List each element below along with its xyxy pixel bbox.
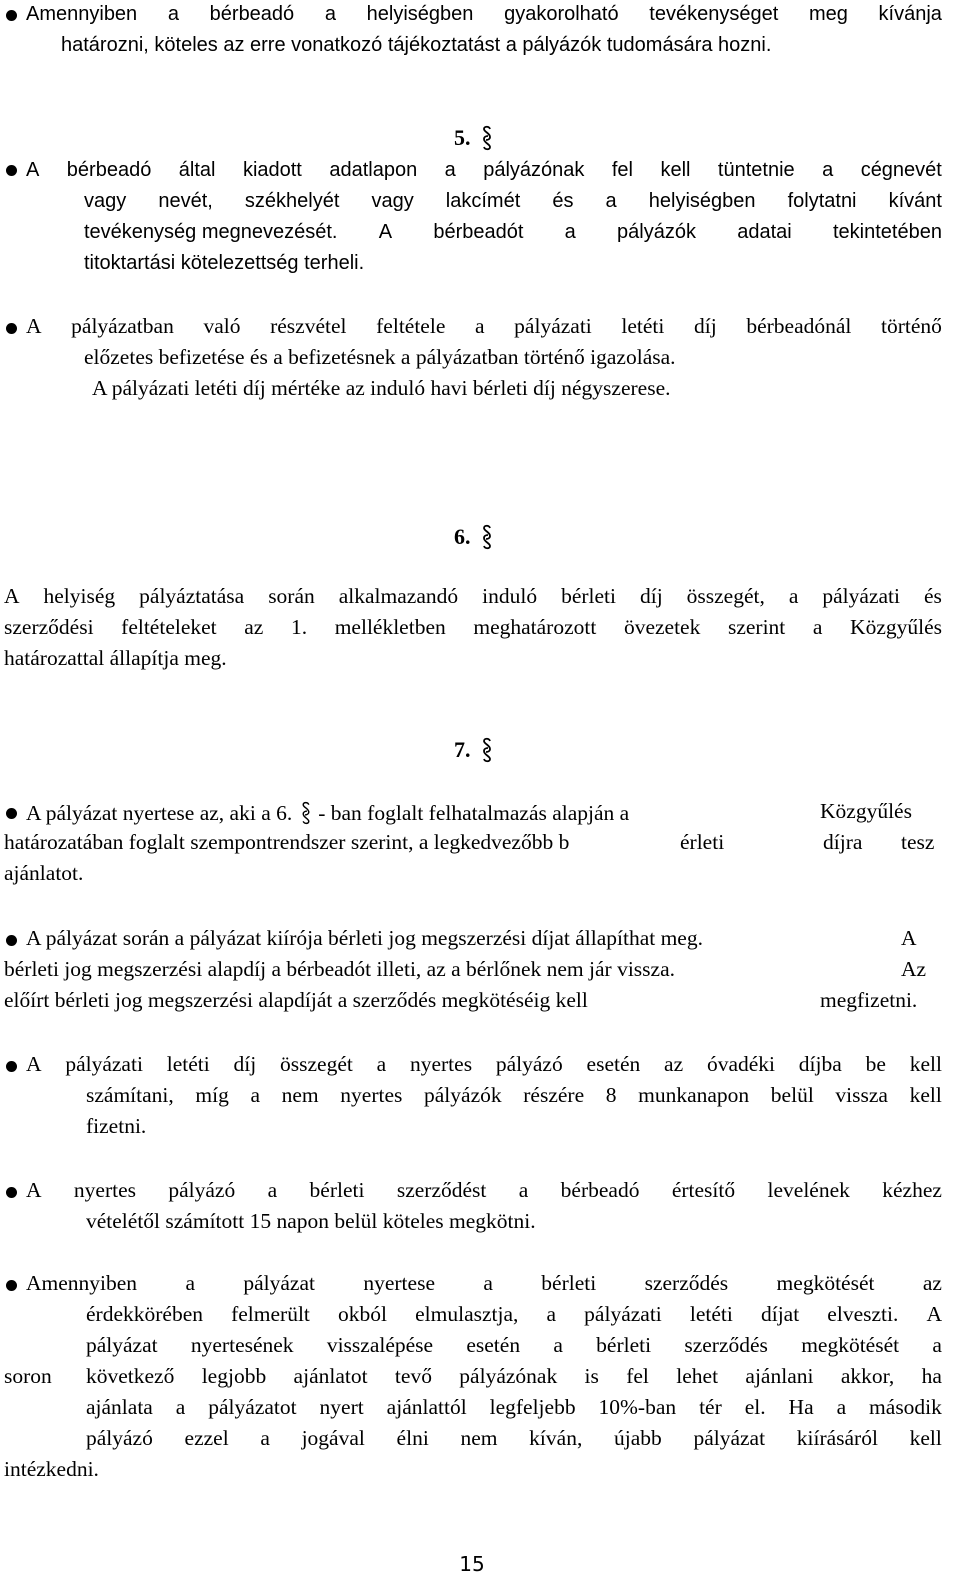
word: 1. [290,615,308,639]
paragraph-line [86,1304,942,1326]
word: az [244,615,264,639]
word: a [185,1271,195,1295]
word: letéti [621,314,665,338]
paragraph-line: határozatában foglalt szempontrendszer szerint, a legkedvezőbb b [4,830,570,854]
word: díj [639,584,663,608]
paragraph-line: érleti [680,830,725,854]
word: az [664,1052,684,1076]
word: bérbeadó [66,159,152,181]
word: számítani, [86,1083,174,1107]
word: szerződés [684,1333,768,1357]
section-sign-icon [481,737,493,763]
word: kézhez [882,1178,942,1202]
word: Amennyiben [26,1271,138,1295]
paragraph-line: előzetes befizetése és a befizetésnek a pályázatban történő igazolása. [84,345,676,369]
word: pályázati [514,314,592,338]
bullet-icon [6,935,17,946]
word: és [552,190,574,212]
word: folytatni [787,190,857,212]
word: a [553,1333,563,1357]
word: gyakorolható [504,3,619,25]
word: helyiségben [648,190,756,212]
word: míg [195,1083,229,1107]
word: A [26,1178,42,1202]
word: akkor, [840,1364,895,1388]
word: mellékletben [334,615,446,639]
paragraph-line: megfizetni. [820,988,918,1012]
word: során [268,584,315,608]
word: tér [699,1395,722,1419]
section-heading [454,737,493,763]
word: összegét, [686,584,765,608]
word: nyertes [340,1083,403,1107]
page-number: 15 [459,1552,485,1576]
word: bérbeadót [433,221,524,243]
word: a [483,1271,493,1295]
word: a [167,3,179,25]
word: helyiség [43,584,116,608]
paragraph-line: A [901,926,917,950]
word: óvadéki [706,1052,775,1076]
paragraph-line: díjra [823,830,863,854]
word: a [822,159,834,181]
paragraph-line [26,160,942,180]
word: kíván, [529,1426,583,1450]
paragraph-line: A pályázati letéti díj mértéke az induló havi bérleti díj négyszerese. [92,376,671,400]
section-number: 7. [454,737,471,762]
word: nyertesének [190,1333,294,1357]
word: legjobb [201,1364,267,1388]
word: kiadott [242,159,302,181]
word: bérleti [541,1271,597,1295]
word: a [518,1178,529,1202]
word: nem [460,1426,498,1450]
word: által [178,159,216,181]
paragraph-line [26,801,629,825]
section-number: 5. [454,125,471,150]
text-run: A pályázat nyertese az, aki a 6. [26,801,293,825]
word: elmulasztja, [415,1302,519,1326]
paragraph-line [86,1366,942,1388]
word: a [788,584,799,608]
word: A [26,1052,42,1076]
word: visszalépése [326,1333,434,1357]
word: vagy [84,190,127,212]
word: tevékenységet [649,3,779,25]
paragraph-line: A pályázat során a pályázat kiírója bérleti jog megszerzési díjat állapíthat meg. [26,926,703,950]
section-sign-icon [300,801,312,825]
paragraph-line [26,1054,942,1076]
word: pályázati [822,584,900,608]
word: bérbeadó [560,1178,640,1202]
word: a [260,1426,270,1450]
word: a [812,615,823,639]
word: pályázók [617,221,696,243]
paragraph-line [26,4,942,24]
word: ajánlattól [386,1395,467,1419]
word: pályázat [693,1426,766,1450]
word: a [564,221,576,243]
word: bérleti [596,1333,652,1357]
word: pályázatban [71,314,174,338]
word: okból [338,1302,388,1326]
word: A [926,1302,942,1326]
word: adatlapon [329,159,418,181]
word: szerződés [644,1271,729,1295]
word: megkötését [801,1333,900,1357]
word: pályázónak [483,159,585,181]
paragraph-line: határozattal állapítja meg. [4,646,227,670]
section-sign-icon [481,125,493,151]
paragraph-line: előírt bérleti jog megszerzési alapdíját a szerződés megkötéséig kell [4,988,588,1012]
word: a [267,1178,278,1202]
word: a [444,159,456,181]
word: lehet [676,1364,719,1388]
word: kiírásáról [796,1426,878,1450]
paragraph-line: intézkedni. [4,1457,99,1481]
word: felmerült [231,1302,310,1326]
word: élni [396,1426,429,1450]
paragraph-line: vételétől számított 15 napon belül köteles megkötni. [86,1209,536,1233]
word: szerződést [396,1178,487,1202]
word: bérleti [561,584,616,608]
word: újabb [614,1426,662,1450]
word: munkanapon [638,1083,750,1107]
word: a [836,1395,847,1419]
paragraph-line: tesz [901,830,935,854]
word: pályázónak [459,1364,558,1388]
word: cégnevét [860,159,942,181]
word: pályázó [495,1052,563,1076]
bullet-icon [6,323,17,334]
bullet-icon [6,1061,17,1072]
word: bérbeadó [209,3,295,25]
section-number: 6. [454,524,471,549]
word: a [546,1302,557,1326]
word: fel [611,159,633,181]
word: második [869,1395,942,1419]
word: díjat [760,1302,800,1326]
paragraph-line [4,586,942,608]
word: való [203,314,241,338]
paragraph-line [86,1335,942,1357]
paragraph-line: Az [901,957,927,981]
word: el. [744,1395,766,1419]
word: kell [909,1052,942,1076]
word: tüntetnie [717,159,795,181]
paragraph-line [4,617,942,639]
word: kell [909,1426,942,1450]
paragraph-line: bérleti jog megszerzési alapdíj a bérbeadót illeti, az a bérlőnek nem jár vissza. [4,957,675,981]
word: részére [523,1083,585,1107]
word: a [250,1083,261,1107]
word: be [865,1052,886,1076]
word: elveszti. [827,1302,899,1326]
paragraph-line [26,1273,942,1295]
word: bérbeadónál [746,314,852,338]
paragraph-line: soron [4,1364,52,1388]
word: levelének [767,1178,850,1202]
word: nyertese [363,1271,435,1295]
word: vagy [371,190,414,212]
word: összegét [280,1052,353,1076]
word: ezzel [184,1426,229,1450]
paragraph-line: határozni, köteles az erre vonatkozó tájékoztatást a pályázók tudomására hozni. [61,34,772,56]
bullet-icon [6,1280,17,1291]
bullet-icon [6,808,17,819]
word: a [605,190,617,212]
word: ajánlani [745,1364,814,1388]
word: is [584,1364,599,1388]
word: Amennyiben [26,3,138,25]
word: pályázati [65,1052,143,1076]
paragraph-line [84,191,942,211]
word: tevő [394,1364,432,1388]
bullet-icon [6,10,17,21]
word: 8 [605,1083,617,1107]
word: meg [808,3,848,25]
bullet-icon [6,165,17,176]
word: pályázó [86,1426,153,1450]
bullet-icon [6,1187,17,1198]
word: feltétele [376,314,446,338]
word: letéti [166,1052,210,1076]
paragraph-line: titoktartási kötelezettség terheli. [84,252,365,274]
word: induló [482,584,538,608]
section-sign-icon [481,524,493,550]
word: helyiségben [366,3,474,25]
word: 10%-ban [598,1395,677,1419]
word: A [26,159,40,181]
word: övezetek [623,615,701,639]
word: díj [694,314,717,338]
paragraph-line [86,1397,942,1419]
word: megkötését [776,1271,875,1295]
word: következő [86,1364,175,1388]
word: pályázat [86,1333,158,1357]
word: kívánt [888,190,942,212]
word: jogával [301,1426,365,1450]
word: pályáztatása [139,584,245,608]
word: díj [233,1052,257,1076]
word: részvétel [270,314,347,338]
word: és [923,584,942,608]
word: Ha [788,1395,814,1419]
word: fel [626,1364,649,1388]
word: kell [660,159,691,181]
word: érdekkörében [86,1302,203,1326]
word: történő [881,314,942,338]
word: Közgyűlés [850,615,942,639]
word: székhelyét [244,190,340,212]
word: tevékenység megnevezését. [84,221,338,243]
paragraph-line [86,1428,942,1450]
word: alkalmazandó [338,584,459,608]
word: adatai [737,221,792,243]
word: szerződési [4,615,94,639]
word: nyertes [73,1178,136,1202]
paragraph-line [26,316,942,338]
word: pályázat [243,1271,315,1295]
paragraph-line: ajánlatot. [4,861,84,885]
word: nevét, [158,190,213,212]
word: bérleti [309,1178,365,1202]
word: A [4,584,20,608]
word: pályázó [168,1178,236,1202]
word: esetén [586,1052,641,1076]
word: ajánlata [86,1395,153,1419]
word: nem [281,1083,319,1107]
word: értesítő [671,1178,736,1202]
word: legfeljebb [489,1395,576,1419]
word: letéti [689,1302,733,1326]
word: pályázatot [208,1395,297,1419]
word: pályázók [424,1083,502,1107]
word: ajánlatot [293,1364,368,1388]
word: kívánja [878,3,942,25]
paragraph-line [26,1180,942,1202]
word: pályázati [584,1302,662,1326]
word: A [26,314,42,338]
paragraph-line: Közgyűlés [820,799,912,823]
text-run: - ban foglalt felhatalmazás alapján a [318,801,630,825]
word: esetén [466,1333,521,1357]
word: ha [921,1364,942,1388]
word: tekintetében [832,221,942,243]
word: a [376,1052,387,1076]
word: feltételeket [121,615,217,639]
word: lakcímét [445,190,521,212]
word: a [324,3,336,25]
section-heading [454,524,493,550]
word: nyert [319,1395,364,1419]
word: A [378,221,393,243]
word: szerint [727,615,786,639]
paragraph-line: fizetni. [86,1114,147,1138]
section-heading [454,125,493,151]
word: meghatározott [473,615,597,639]
word: belül [770,1083,814,1107]
paragraph-line [84,222,942,242]
word: a [475,314,485,338]
word: az [922,1271,942,1295]
word: kell [909,1083,942,1107]
word: a [175,1395,186,1419]
word: nyertes [409,1052,473,1076]
word: a [932,1333,942,1357]
paragraph-line [86,1085,942,1107]
word: vissza [835,1083,888,1107]
word: díjba [798,1052,842,1076]
